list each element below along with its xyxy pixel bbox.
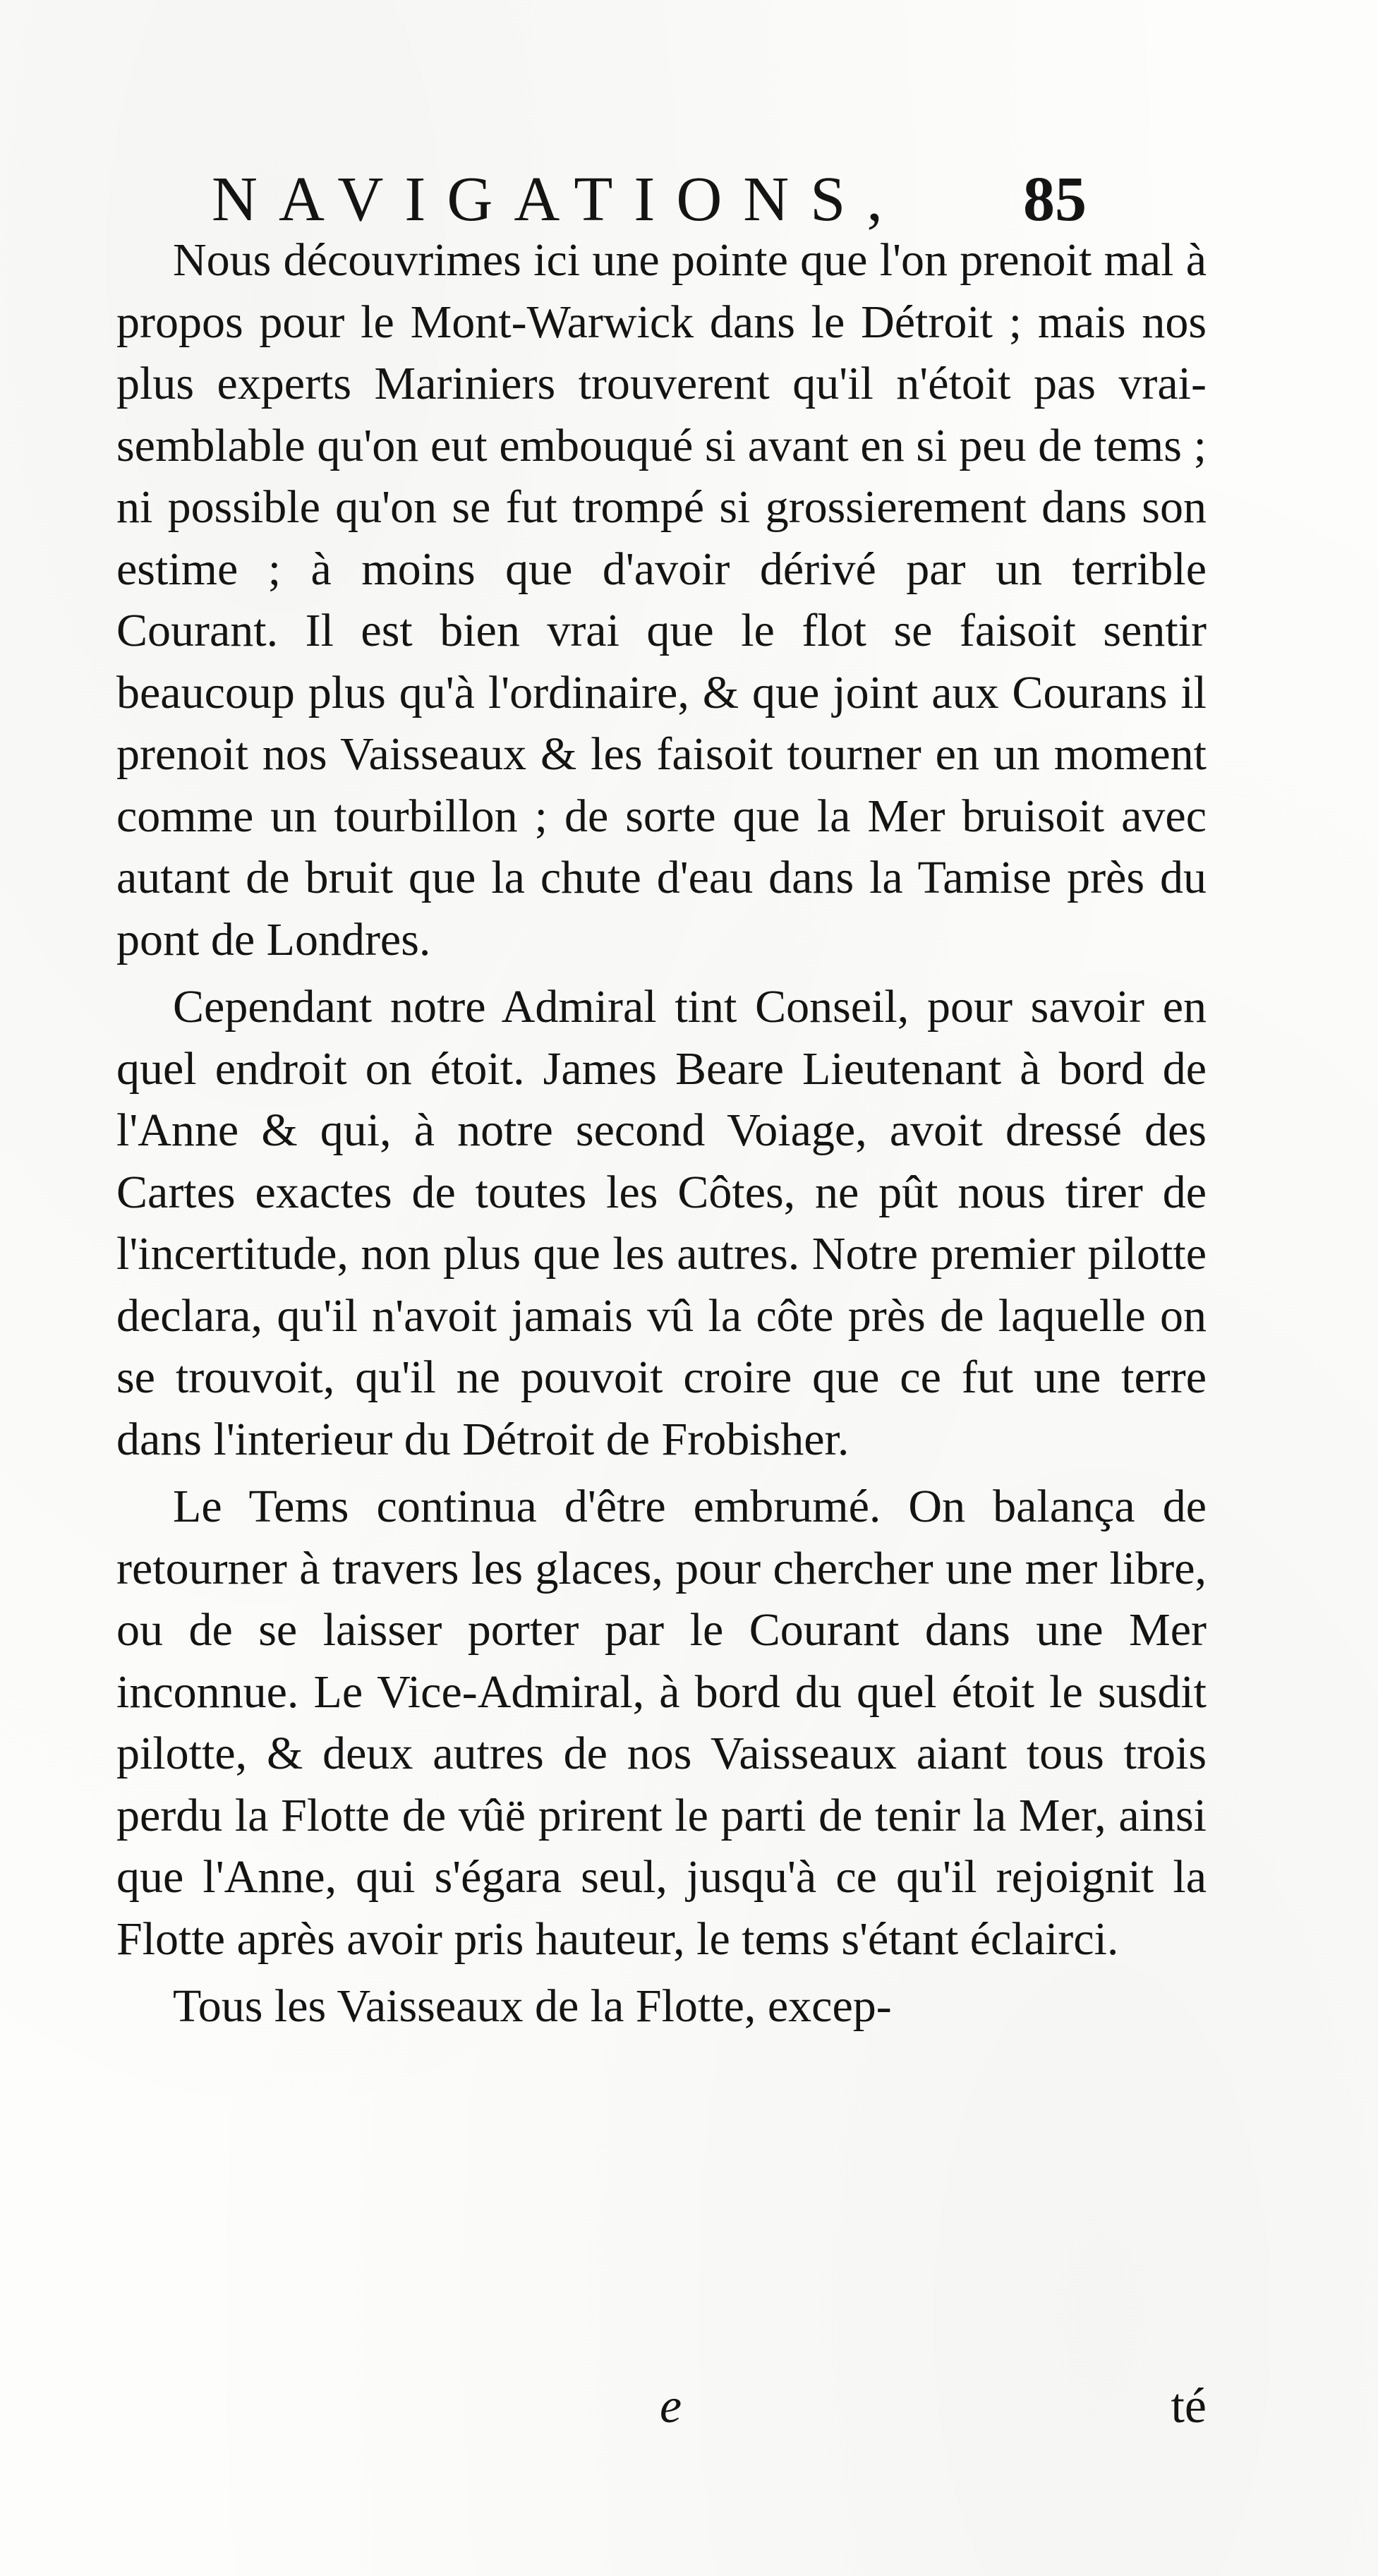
body-text xyxy=(116,229,1207,2038)
page-footer xyxy=(116,2371,1207,2456)
paragraph: Le Tems continua d'être embrumé. On balança de retourner à travers les glaces, pour chercher une mer libre, ou de se laisser porter par le Courant dans une Mer inconnue. Le Vice-Admiral, à bord du quel étoit le susdit pilotte, & deux autres de nos Vaisseaux aiant tous trois perdu la Flotte de vûë prirent le parti de tenir la Mer, ainsi que l'Anne, qui s'égara seul, jusqu'à ce qu'il rejoignit la Flotte après avoir pris hauteur, le tems s'étant éclairci. xyxy=(116,1481,1207,1965)
page-number: 85 xyxy=(1023,164,1087,234)
page-header xyxy=(212,161,1199,239)
paragraph: Nous découvrimes ici une pointe que l'on prenoit mal à propos pour le Mont-Warwick dans le Détroit ; mais nos plus experts Mariniers trouverent qu'il n'étoit pas vrai-semblable qu'on eut embouqué si avant en si peu de tems ; ni possible qu'on se fut trompé si grossierement dans son estime ; à moins que d'avoir dérivé par un terrible Courant. Il est bien vrai que le flot se faisoit sentir beaucoup plus qu'à l'ordinaire, & que joint aux Courans il prenoit nos Vaisseaux & les faisoit tourner en un moment comme un tourbillon ; de sorte que la Mer bruisoit avec autant de bruit que la chute d'eau dans la Tamise près du pont de Londres. xyxy=(116,234,1207,965)
running-head: NAVIGATIONS, xyxy=(212,164,904,234)
signature-mark: e xyxy=(660,2379,682,2433)
paragraph: Cependant notre Admiral tint Conseil, pour savoir en quel endroit on étoit. James Beare Lieutenant à bord de l'Anne & qui, à notre second Voiage, avoit dressé des Cartes exactes de toutes les Côtes, ne pût nous tirer de l'incertitude, non plus que les autres. Notre premier pilotte declara, qu'il n'avoit jamais vû la côte près de laquelle on se trouvoit, qu'il ne pouvoit croire que ce fut une terre dans l'interieur du Détroit de Frobisher. xyxy=(116,981,1207,1465)
catchword: té xyxy=(1171,2379,1207,2433)
paragraph: Tous les Vaisseaux de la Flotte, excep- xyxy=(173,1980,892,2032)
